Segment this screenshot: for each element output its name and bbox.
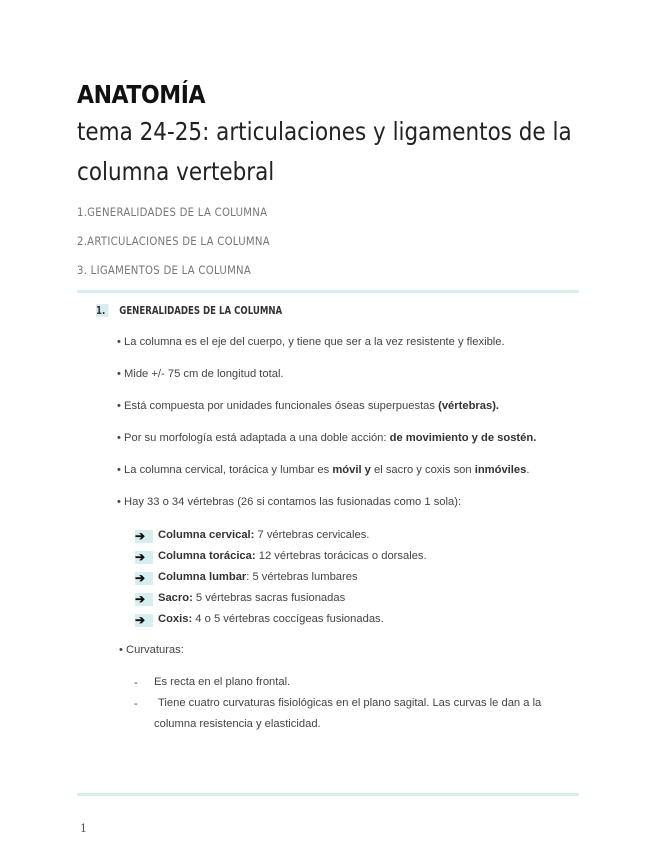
bullet-marker: • [119, 644, 123, 656]
arrow-icon: ➔ [135, 572, 153, 585]
arrow-icon: ➔ [135, 614, 153, 627]
section-divider-bottom [77, 793, 579, 796]
bullet-text: Por su morfología está adaptada a una doble acción: [124, 432, 390, 444]
bullet-emphasis: de movimiento y de sostén. [389, 432, 537, 444]
vertebra-desc: 4 o 5 vértebras coccígeas fusionadas. [192, 613, 384, 625]
vertebra-desc: 5 vértebras sacras fusionadas [192, 592, 346, 604]
bullet-emphasis: móvil y [332, 464, 371, 476]
vertebra-item-toracica [135, 550, 427, 564]
bullet-marker: • [117, 464, 121, 476]
bullet-morfologia [117, 432, 536, 444]
bullet-marker: • [117, 496, 121, 508]
bullet-marker: • [117, 368, 121, 380]
bullet-eje [117, 336, 505, 348]
vertebra-item-coxis [135, 613, 384, 627]
vertebra-name: Columna torácica: [158, 550, 256, 562]
section-number: 1. [96, 304, 108, 317]
bullet-text: La columna cervical, torácica y lumbar es [124, 464, 333, 476]
bullet-text: Curvaturas: [126, 644, 184, 656]
vertebra-desc: 12 vértebras torácicas o dorsales. [255, 550, 427, 562]
bullet-text: . [526, 464, 530, 476]
vertebra-desc: : 5 vértebras lumbares [246, 571, 358, 583]
bullet-curvaturas [119, 644, 184, 656]
curvature-item-frontal: Es recta en el plano frontal. [154, 676, 291, 688]
vertebra-desc: 7 vértebras cervicales. [254, 529, 370, 541]
bullet-marker: • [117, 336, 121, 348]
arrow-icon: ➔ [135, 530, 153, 543]
bullet-numero-vertebras [117, 496, 461, 508]
document-subtitle-line-1: tema 24-25: articulaciones y ligamentos de la [77, 117, 572, 146]
bullet-emphasis: inmóviles [474, 464, 527, 476]
vertebra-name: Columna cervical: [158, 529, 255, 541]
arrow-icon: ➔ [135, 551, 153, 564]
vertebra-name: Columna lumbar [158, 571, 247, 583]
vertebra-item-lumbar [135, 571, 358, 585]
dash-marker: - [134, 677, 138, 689]
toc-item-articulaciones: 2.ARTICULACIONES DE LA COLUMNA [77, 234, 270, 248]
bullet-text: Hay 33 o 34 vértebras (26 si contamos las fusionadas como 1 sola): [124, 496, 462, 508]
section-heading [96, 304, 282, 317]
document-title: ANATOMÍA [77, 80, 206, 109]
bullet-marker: • [117, 432, 121, 444]
dash-marker: - [134, 698, 138, 710]
bullet-text: La columna es el eje del cuerpo, y tiene que ser a la vez resistente y flexible. [124, 336, 505, 348]
bullet-marker: • [117, 400, 121, 412]
bullet-text: Está compuesta por unidades funcionales óseas superpuestas [124, 400, 439, 412]
vertebra-item-sacro [135, 592, 345, 606]
bullet-emphasis: (vértebras). [438, 400, 500, 412]
curvature-item-sagital: Tiene cuatro curvaturas fisiológicas en el plano sagital. Las curvas le dan a la columna resistencia y elasticidad. [154, 697, 542, 730]
section-divider-top [77, 290, 579, 293]
toc-item-ligamentos: 3. LIGAMENTOS DE LA COLUMNA [77, 263, 252, 277]
section-title: GENERALIDADES DE LA COLUMNA [119, 304, 283, 317]
bullet-text: Mide +/- 75 cm de longitud total. [124, 368, 284, 380]
bullet-text: el sacro y coxis son [370, 464, 475, 476]
vertebra-name: Sacro: [158, 592, 193, 604]
arrow-icon: ➔ [135, 593, 153, 606]
page-number: 1 [80, 822, 87, 835]
bullet-compuesta [117, 400, 499, 412]
bullet-movilidad [117, 464, 529, 476]
bullet-longitud [117, 368, 284, 380]
vertebra-name: Coxis: [158, 613, 193, 625]
vertebra-item-cervical [135, 529, 369, 543]
document-subtitle-line-2: columna vertebral [77, 157, 275, 186]
toc-item-generalidades: 1.GENERALIDADES DE LA COLUMNA [77, 205, 268, 219]
